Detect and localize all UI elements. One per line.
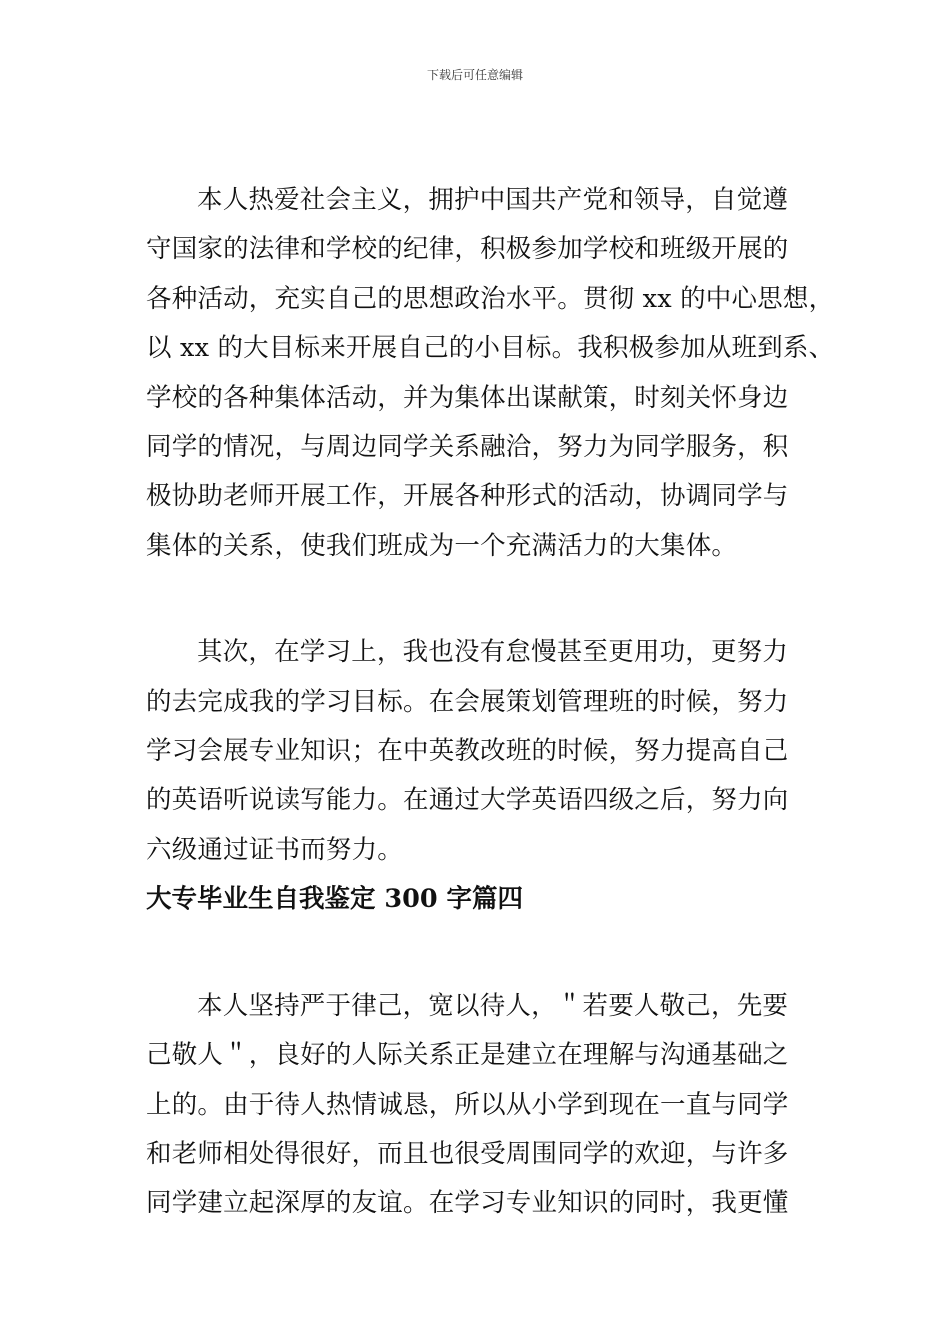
paragraph-spacer [146, 925, 816, 982]
document-body [146, 176, 835, 1229]
paragraph-line: 学习会展专业知识；在中英教改班的时候，努力提高自己 [146, 736, 789, 767]
paragraph-line: 六级通过证书而努力。 [146, 834, 404, 865]
paragraph-line: 守国家的法律和学校的纪律，积极参加学校和班级开展的 [146, 234, 789, 265]
page-header: 下载后可任意编辑 [426, 68, 523, 82]
paragraph-line: 上的。由于待人热情诚恳，所以从小学到现在一直与同学 [146, 1089, 789, 1120]
paragraph-line: 其次，在学习上，我也没有怠慢甚至更用功，更努力 [197, 637, 789, 668]
paragraph-3 [146, 982, 816, 1229]
section-heading: 大专毕业生自我鉴定 300 字篇四 [146, 884, 523, 915]
paragraph-line: 己敬人＂，良好的人际关系正是建立在理解与沟通基础之 [146, 1040, 789, 1071]
paragraph-line: 和老师相处得很好，而且也很受周围同学的欢迎，与许多 [146, 1138, 789, 1169]
paragraph-line: 的英语听说读写能力。在通过大学英语四级之后，努力向 [146, 785, 789, 816]
paragraph-line: 各种活动，充实自己的思想政治水平。贯彻 xx 的中心思想， [146, 283, 835, 314]
paragraph-line: 集体的关系，使我们班成为一个充满活力的大集体。 [146, 530, 738, 561]
paragraph-spacer [146, 571, 816, 628]
paragraph-line: 本人坚持严于律己，宽以待人，＂若要人敬己，先要 [197, 990, 789, 1021]
paragraph-line: 同学的情况，与周边同学关系融洽，努力为同学服务，积 [146, 432, 789, 463]
paragraph-1 [146, 176, 835, 571]
paragraph-line: 极协助老师开展工作，开展各种形式的活动，协调同学与 [146, 481, 789, 512]
paragraph-line: 的去完成我的学习目标。在会展策划管理班的时候，努力 [146, 686, 789, 717]
paragraph-line: 学校的各种集体活动，并为集体出谋献策，时刻关怀身边 [146, 382, 789, 413]
paragraph-line: 同学建立起深厚的友谊。在学习专业知识的同时，我更懂 [146, 1188, 789, 1219]
paragraph-line: 以 xx 的大目标来开展自己的小目标。我积极参加从班到系、 [146, 333, 835, 364]
paragraph-2 [146, 628, 816, 875]
paragraph-line: 本人热爱社会主义，拥护中国共产党和领导，自觉遵 [197, 185, 789, 215]
